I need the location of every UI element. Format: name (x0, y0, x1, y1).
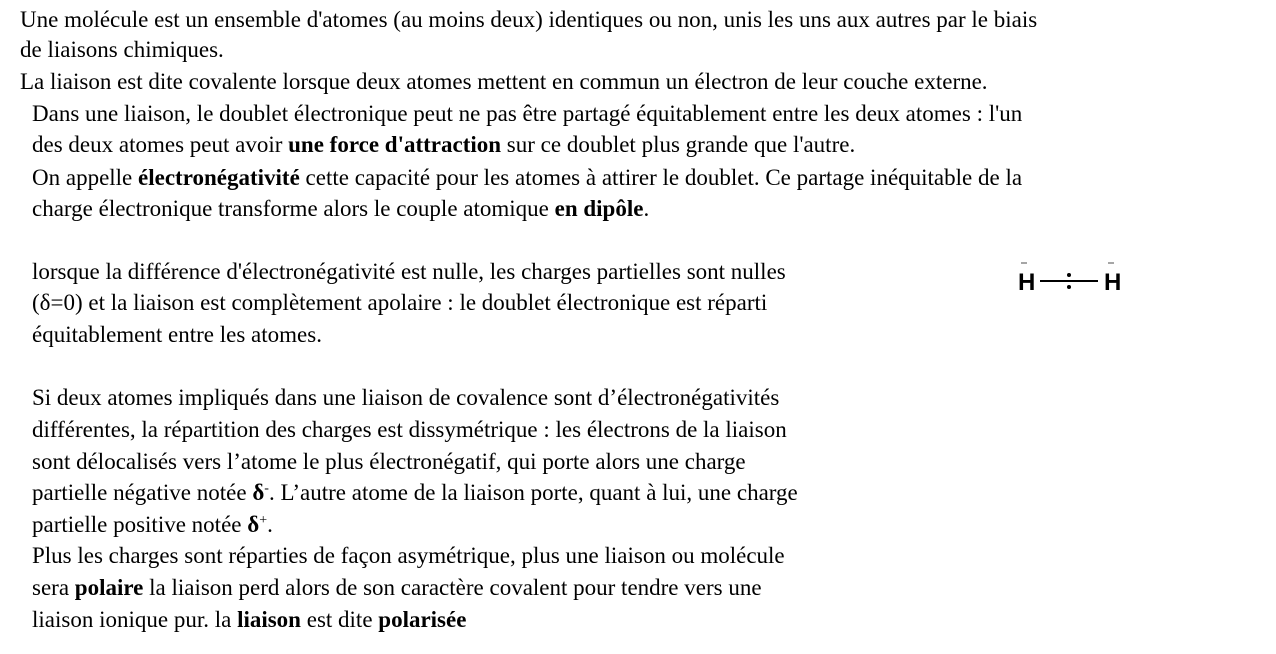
paragraph-line: sont délocalisés vers l’atome le plus électronégatif, qui porte alors une charge (32, 449, 746, 474)
paragraph-line: de liaisons chimiques. (20, 37, 224, 62)
electron-dot (1067, 273, 1071, 277)
bold-term: polaire (74, 575, 144, 600)
delta-symbol: δ (247, 512, 260, 537)
paragraph-line (32, 162, 1022, 194)
bold-term: polarisée (378, 607, 467, 632)
text: partielle négative notée (32, 480, 253, 505)
paragraph-line: (δ=0) et la liaison est complètement apolaire : le doublet électronique est réparti (32, 290, 768, 315)
text: sur ce doublet plus grande que l'autre. (501, 132, 856, 157)
bold-term: électronégativité (138, 165, 300, 190)
text: des deux atomes peut avoir (32, 132, 289, 157)
text: sera (32, 575, 75, 600)
bold-term: liaison (237, 607, 301, 632)
delta-symbol: δ (252, 480, 265, 505)
paragraph-line: Dans une liaison, le doublet électronique peut ne pas être partagé équitablement entre les deux atomes : l'un (32, 101, 1023, 126)
paragraph-line: La liaison est dite covalente lorsque deux atomes mettent en commun un électron de leur couche externe. (20, 69, 988, 94)
paragraph-line: différentes, la répartition des charges est dissymétrique : les électrons de la liaison (32, 417, 787, 442)
text: . L’autre atome de la liaison porte, quant à lui, une charge (268, 480, 798, 505)
plus-superscript: + (259, 513, 268, 528)
paragraph-line: lorsque la différence d'électronégativité est nulle, les charges partielles sont nulles (32, 259, 786, 284)
lewis-structure-h2 (1016, 260, 1128, 300)
electron-dot (1067, 285, 1071, 289)
text: partielle positive notée (32, 512, 248, 537)
bold-term: en dipôle (554, 196, 644, 221)
paragraph-line (32, 509, 273, 541)
text: On appelle (32, 165, 139, 190)
paragraph-line: Plus les charges sont réparties de façon asymétrique, plus une liaison ou molécule (32, 543, 785, 568)
paragraph-line (32, 477, 798, 509)
text: . (267, 512, 273, 537)
paragraph-line: Si deux atomes impliqués dans une liaison de covalence sont d’électronégativités (32, 385, 780, 410)
text: est dite (300, 607, 379, 632)
text: cette capacité pour les atomes à attirer le doublet. Ce partage inéquitable de la (299, 165, 1023, 190)
paragraph-line (32, 604, 466, 636)
text: liaison ionique pur. la (32, 607, 238, 632)
text: . (643, 196, 650, 221)
text: charge électronique transforme alors le couple atomique (32, 196, 555, 221)
paragraph-line (32, 572, 762, 604)
atom-left: H (1018, 269, 1036, 296)
paragraph-line: Une molécule est un ensemble d'atomes (au moins deux) identiques ou non, unis les uns aux autres par le biais (20, 7, 1038, 32)
paragraph-line: équitablement entre les atomes. (32, 322, 322, 347)
bold-term: une force d'attraction (288, 132, 502, 157)
paragraph-line (32, 129, 855, 161)
text: la liaison perd alors de son caractère covalent pour tendre vers une (143, 575, 762, 600)
minus-superscript: - (264, 481, 269, 496)
atom-right: H (1104, 269, 1122, 296)
paragraph-line (32, 193, 649, 225)
